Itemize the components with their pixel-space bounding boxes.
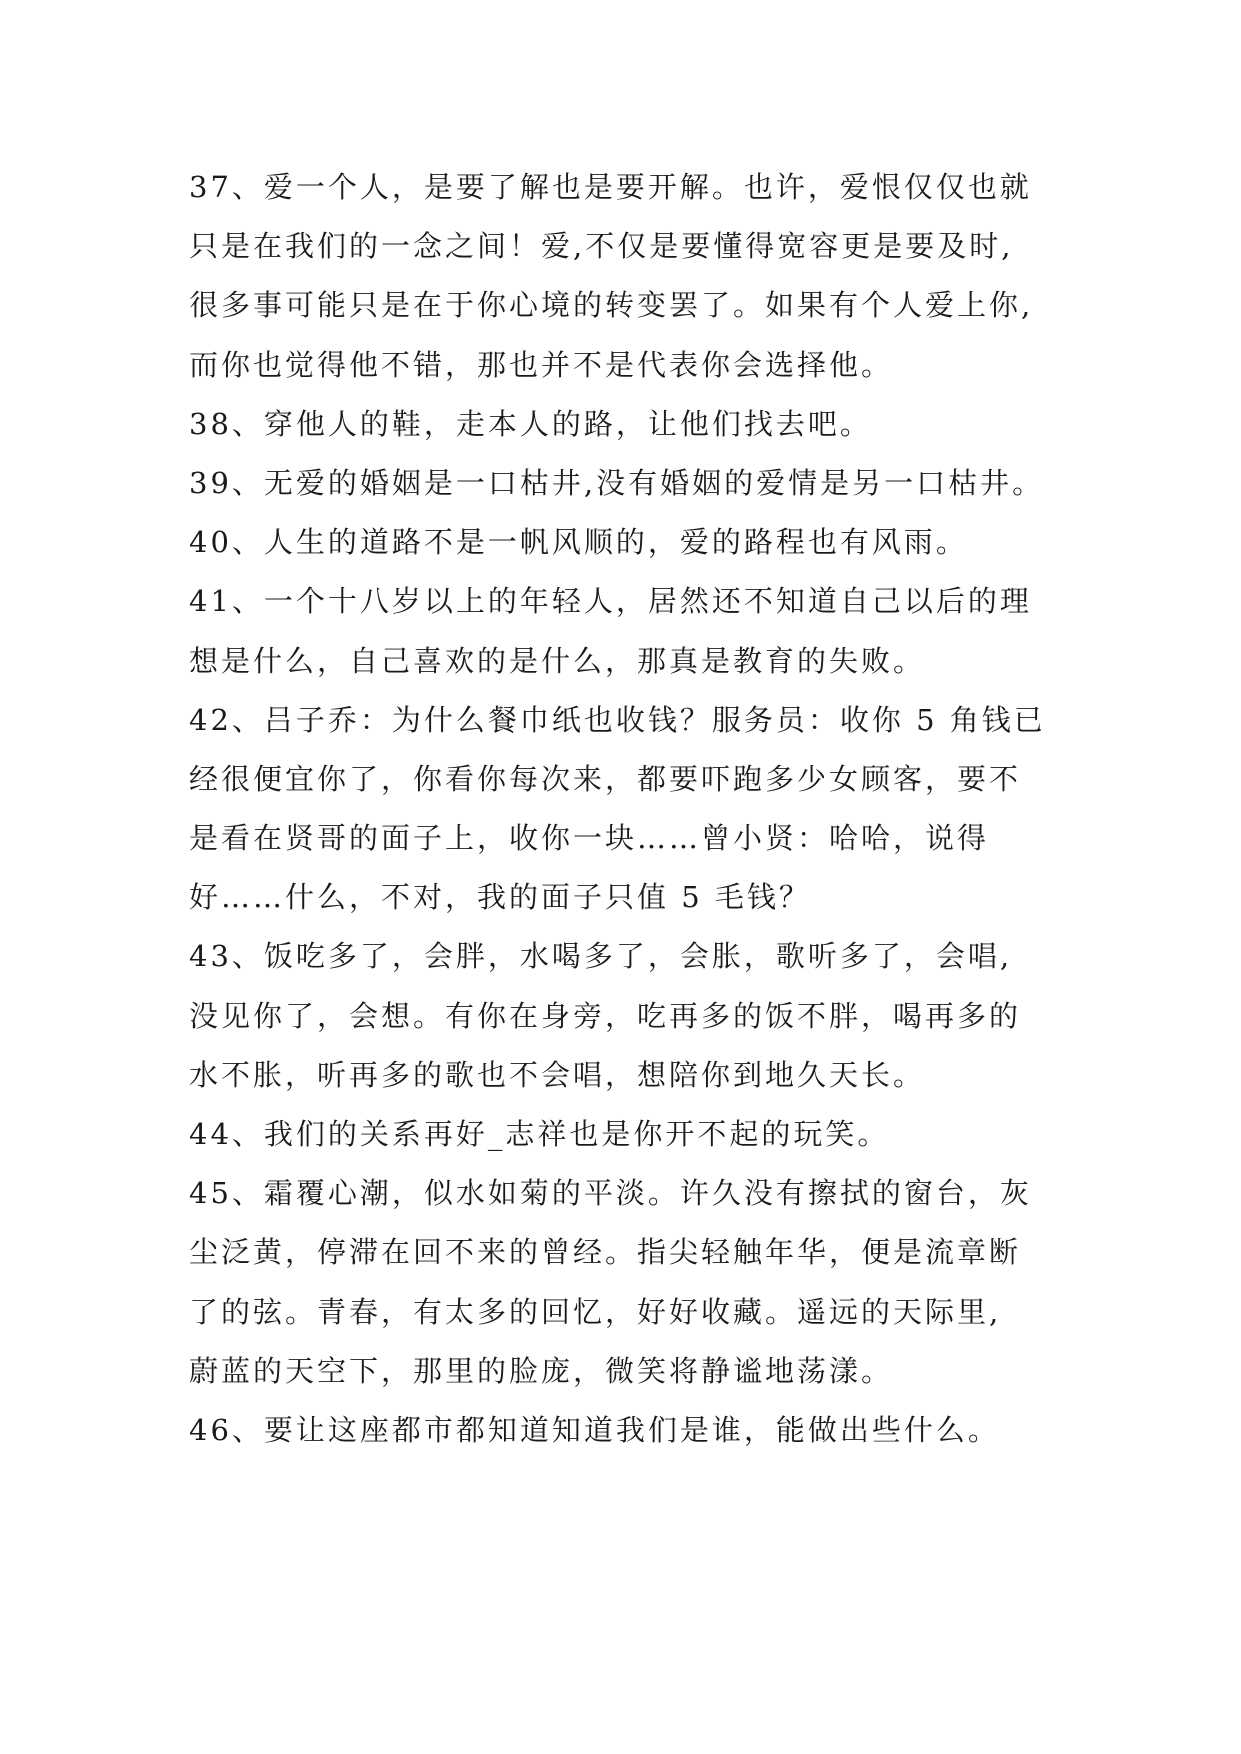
text-line: 38、穿他人的鞋，走本人的路，让他们找去吧。 [189,406,872,441]
text-line: 而你也觉得他不错，那也并不是代表你会选择他。 [189,347,894,382]
text-line: 经很便宜你了，你看你每次来，都要吓跑多少女顾客，要不 [189,761,1022,796]
text-line: 45、霜覆心潮，似水如菊的平淡。许久没有擦拭的窗台，灰 [189,1176,1032,1211]
text-line: 蔚蓝的天空下，那里的脸庞，微笑将静谧地荡漾。 [189,1353,894,1388]
text-line: 41、一个十八岁以上的年轻人，居然还不知道自己以后的理 [189,584,1032,619]
text-line: 40、人生的道路不是一帆风顺的，爱的路程也有风雨。 [189,525,968,560]
text-line: 42、吕子乔：为什么餐巾纸也收钱？服务员：收你 5 角钱已 [189,702,1046,737]
document-body [189,158,1089,1460]
text-line: 很多事可能只是在于你心境的转变罢了。如果有个人爱上你, [189,288,1034,323]
text-line: 没见你了，会想。有你在身旁，吃再多的饭不胖，喝再多的 [189,998,1022,1033]
text-line: 43、饭吃多了，会胖，水喝多了，会胀，歌听多了，会唱, [189,939,1013,974]
text-line: 水不胀，听再多的歌也不会唱，想陪你到地久天长。 [189,1057,926,1092]
text-line: 46、要让这座都市都知道知道我们是谁，能做出些什么。 [189,1412,1000,1447]
text-line: 尘泛黄，停滞在回不来的曾经。指尖轻触年华，便是流章断 [189,1235,1022,1270]
text-line: 想是什么，自己喜欢的是什么，那真是教育的失败。 [189,643,926,678]
text-line: 是看在贤哥的面子上，收你一块……曾小贤：哈哈，说得 [189,821,990,856]
text-line: 44、我们的关系再好_志祥也是你开不起的玩笑。 [189,1117,890,1151]
text-line: 好……什么，不对，我的面子只值 5 毛钱？ [189,880,811,915]
text-line: 只是在我们的一念之间！爱,不仅是要懂得宽容更是要及时, [189,229,1014,264]
text-line: 了的弦。青春，有太多的回忆，好好收藏。遥远的天际里, [189,1294,1002,1329]
text-line: 37、爱一个人，是要了解也是要开解。也许，爱恨仅仅也就 [189,170,1032,204]
text-line: 39、无爱的婚姻是一口枯井,没有婚姻的爱情是另一口枯井。 [189,465,1045,500]
